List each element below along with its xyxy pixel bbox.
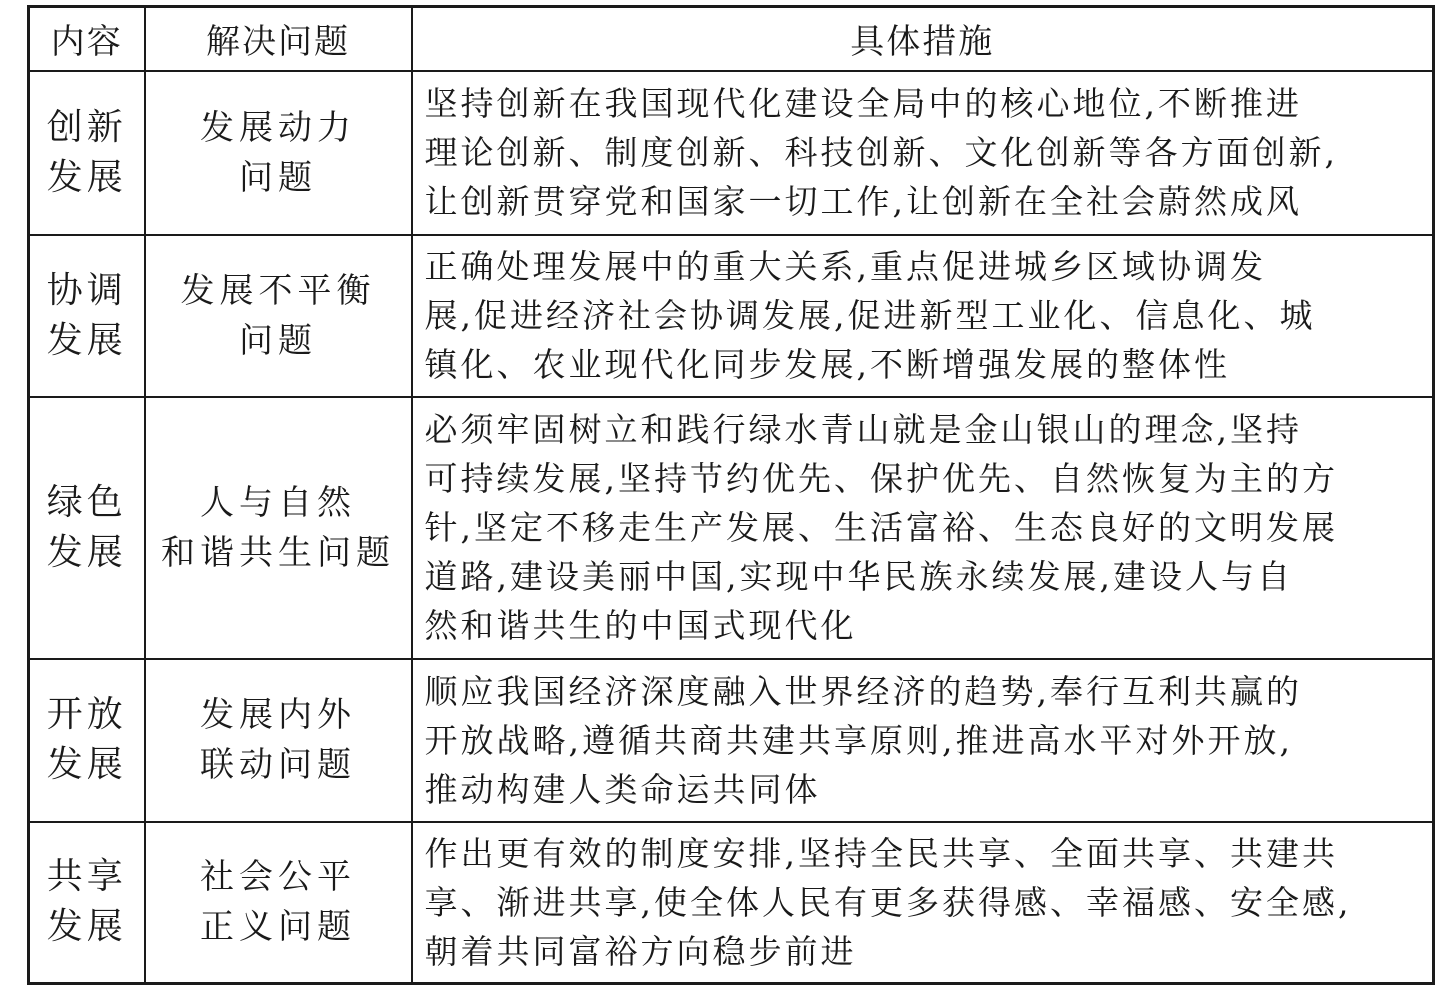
concept-name-cell: [29, 235, 145, 397]
problem-cell: [145, 71, 412, 235]
measure-line: 正确处理发展中的重大关系,重点促进城乡区域协调发: [424, 247, 1266, 286]
measures-cell: [412, 822, 1434, 984]
table-row: [29, 822, 1434, 984]
measure-line: 朝着共同富裕方向稳步前进: [424, 931, 857, 971]
measures-cell: [412, 71, 1434, 235]
problem-line: 人与自然: [200, 482, 356, 523]
problem-cell: [145, 659, 412, 822]
measure-line: 针,坚定不移走生产发展、生活富裕、生态良好的文明发展: [424, 508, 1338, 547]
concept-name-cell: [29, 659, 145, 822]
measures-cell: [412, 397, 1434, 659]
problem-line: 社会公平: [200, 857, 356, 898]
concept-name-cell: [29, 397, 145, 659]
measures-cell: [412, 659, 1434, 822]
problem-line: 问题: [239, 157, 317, 198]
concept-name-line: 发展: [46, 744, 127, 785]
concept-name-line: 发展: [46, 156, 127, 198]
problem-line: 联动问题: [200, 745, 356, 785]
measure-line: 开放战略,遵循共商共建共享原则,推进高水平对外开放,: [424, 720, 1293, 760]
concept-name-line: 协调: [46, 269, 127, 311]
problem-cell: [145, 822, 412, 984]
measure-line: 享、渐进共享,使全体人民有更多获得感、幸福感、安全感,: [424, 882, 1352, 922]
table-row: [29, 71, 1434, 235]
problem-line: 和谐共生问题: [161, 532, 395, 573]
concept-name-line: 创新: [46, 106, 127, 148]
header-content: 内容: [29, 7, 145, 71]
measure-line: 作出更有效的制度安排,坚持全民共享、全面共享、共建共: [424, 833, 1338, 873]
table-row: [29, 397, 1434, 659]
problem-line: 问题: [239, 320, 317, 361]
problem-line: 正义问题: [200, 907, 356, 948]
problem-cell: [145, 397, 412, 659]
measure-line: 道路,建设美丽中国,实现中华民族永续发展,建设人与自: [424, 557, 1293, 596]
measure-line: 然和谐共生的中国式现代化: [424, 606, 857, 645]
measure-line: 让创新贯穿党和国家一切工作,让创新在全社会蔚然成风: [424, 182, 1302, 221]
measure-line: 坚持创新在我国现代化建设全局中的核心地位,不断推进: [424, 84, 1302, 123]
measure-line: 顺应我国经济深度融入世界经济的趋势,奉行互利共赢的: [424, 671, 1302, 711]
header-problem: 解决问题: [145, 7, 412, 71]
concept-name-line: 共享: [46, 856, 127, 898]
development-concepts-table: [27, 5, 1435, 985]
table-row: [29, 235, 1434, 397]
measure-line: 镇化、农业现代化同步发展,不断增强发展的整体性: [424, 345, 1230, 384]
problem-line: 发展动力: [200, 107, 356, 148]
header-measures: 具体措施: [412, 7, 1434, 71]
measure-line: 推动构建人类命运共同体: [424, 769, 821, 809]
measure-line: 展,促进经济社会协调发展,促进新型工业化、信息化、城: [424, 296, 1316, 335]
measure-line: 必须牢固树立和践行绿水青山就是金山银山的理念,坚持: [424, 410, 1302, 449]
table-row: [29, 659, 1434, 822]
problem-line: 发展不平衡: [180, 270, 376, 311]
measures-cell: [412, 235, 1434, 397]
concept-name-line: 发展: [46, 319, 127, 361]
concept-name-line: 开放: [46, 694, 127, 735]
concept-name-cell: [29, 71, 145, 235]
problem-cell: [145, 235, 412, 397]
concept-name-line: 发展: [46, 906, 127, 948]
concept-name-line: 绿色: [46, 481, 127, 523]
measure-line: 可持续发展,坚持节约优先、保护优先、自然恢复为主的方: [424, 459, 1338, 498]
table-header-row: [29, 7, 1434, 71]
concept-name-line: 发展: [46, 531, 127, 573]
concept-name-cell: [29, 822, 145, 984]
problem-line: 发展内外: [200, 695, 356, 735]
measure-line: 理论创新、制度创新、科技创新、文化创新等各方面创新,: [424, 133, 1338, 172]
